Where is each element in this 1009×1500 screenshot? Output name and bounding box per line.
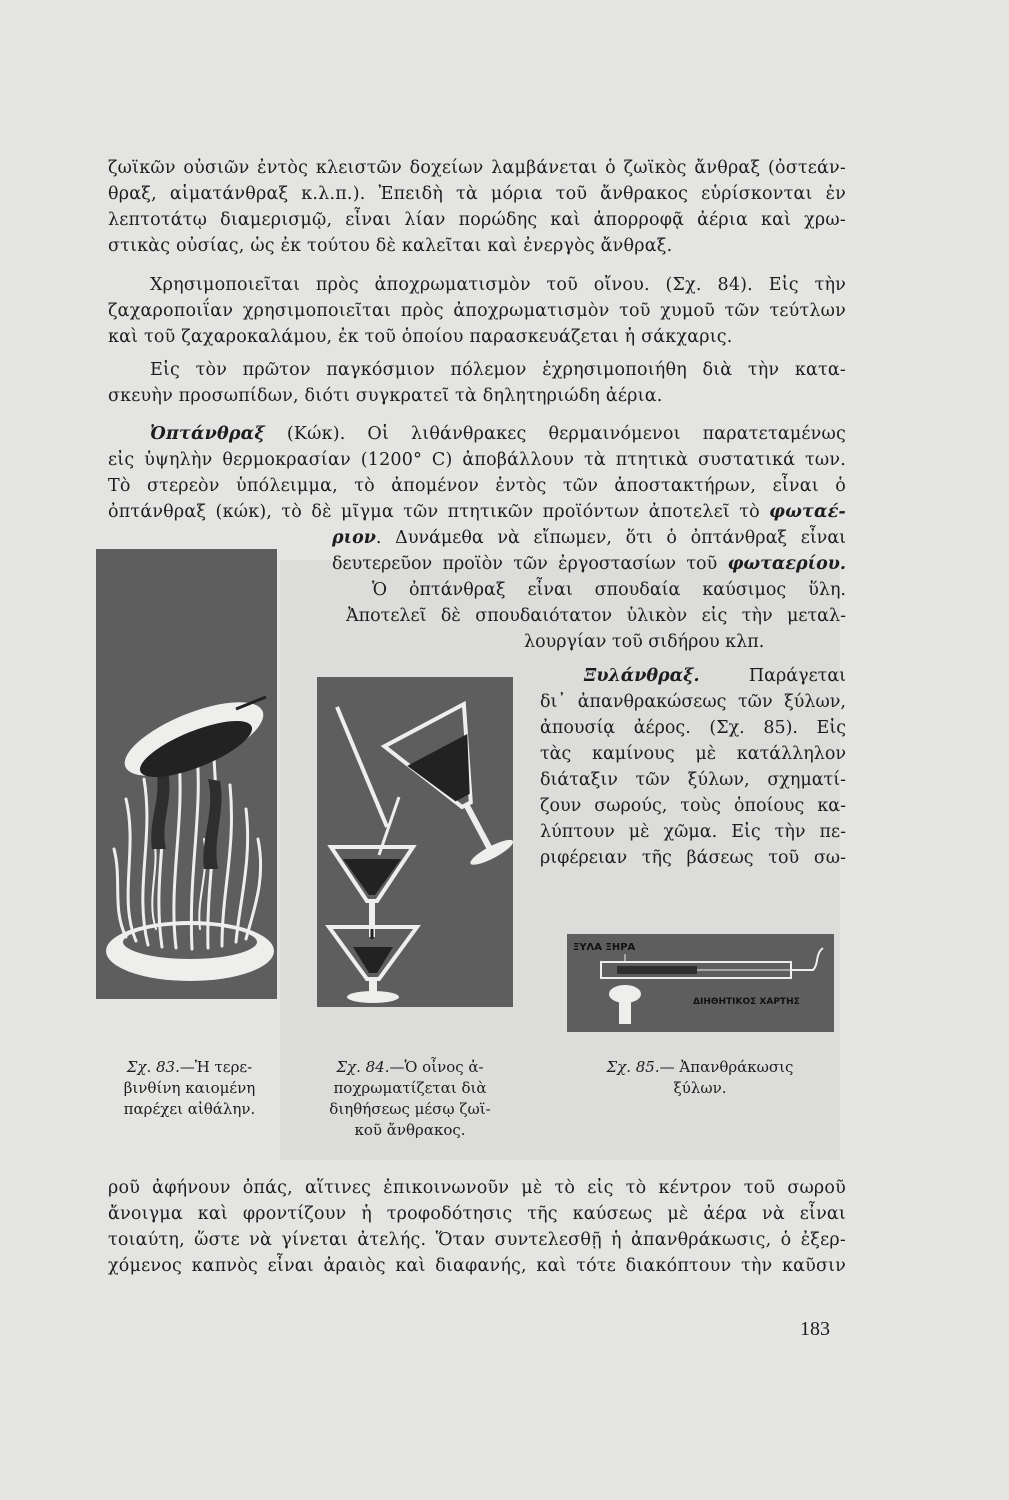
caption-line: διηθήσεως μέσῳ ζωϊ- <box>329 1100 491 1118</box>
text-line: ζουν σωρούς, τοὺς ὁποίους κα- <box>540 796 846 816</box>
caption-fragment: —Ὁ οἶνος ἀ- <box>389 1058 484 1076</box>
figure-label: Σχ. 84. <box>336 1058 390 1076</box>
caption-line: ξύλων. <box>673 1079 727 1097</box>
caption-line: παρέχει αἰθάλην. <box>123 1100 256 1118</box>
heading-line-optanthrax <box>150 421 846 447</box>
caption-fragment: — Ἀπανθράκωσις <box>659 1058 794 1076</box>
text-line: ριφέρειαν τῆς βάσεως τοῦ σω- <box>540 848 846 868</box>
text-line: Ἀποτελεῖ δὲ σπουδαιότατον ὑλικὸν εἰς τὴν μεταλ- <box>346 606 846 626</box>
text-fragment: (Κώκ). Οἱ λιθάνθρακες θερμαινόμενοι παρατεταμένως <box>264 424 846 444</box>
text-line: λεπτοτάτῳ διαμερισμῷ, εἶναι λίαν πορώδης καὶ ἀπορροφᾷ ἀέρια καὶ χρω- <box>108 210 846 230</box>
text-line: δι᾽ ἀπανθρακώσεως τῶν ξύλων, <box>540 692 846 712</box>
caption-line: βινθίνη καιομένη <box>123 1079 256 1097</box>
text-line: Τὸ στερεὸν ὑπόλειμμα, τὸ ἀπομένον ἐντὸς τῶν ἀποστακτήρων, εἶναι ὁ <box>108 476 846 496</box>
heading-line-xylanthrax <box>584 663 846 689</box>
text-line: Ὁ ὀπτάνθραξ εἶναι σπουδαία καύσιμος ὕλη. <box>372 580 846 600</box>
text-line: ζωϊκῶν οὐσιῶν ἐντὸς κλειστῶν δοχείων λαμβάνεται ὁ ζωϊκὸς ἄνθραξ (ὀστεάν- <box>108 158 846 178</box>
text-line: διάταξιν τῶν ξύλων, σχηματί- <box>540 770 846 790</box>
text-fragment: Παράγεται <box>699 666 846 686</box>
caption-line: κοῦ ἄνθρακος. <box>354 1121 466 1139</box>
text-line: ροῦ ἀφήνουν ὀπάς, αἵτινες ἐπικοινωνοῦν μὲ τὸ εἰς τὸ κέντρον τοῦ σωροῦ <box>108 1178 846 1198</box>
figure-84-wine-filter <box>317 677 513 1007</box>
text-line <box>332 525 846 551</box>
text-fragment: δευτερεῦον προϊὸν τῶν ἐργοστασίων τοῦ <box>332 554 728 574</box>
caption-line <box>102 1057 277 1078</box>
caption-line: ποχρωματίζεται διὰ <box>333 1079 487 1097</box>
text-line: Εἰς τὸν πρῶτον παγκόσμιον πόλεμον ἐχρησιμοποιήθη διὰ τὴν κατα- <box>150 360 846 380</box>
text-line: λύπτουν μὲ χῶμα. Εἰς τὴν πε- <box>540 822 846 842</box>
text-line: ἄνοιγμα καὶ φροντίζουν ἡ τροφοδότησις τῆς καύσεως μὲ ἀέρα νὰ εἶναι <box>108 1204 846 1224</box>
text-line: Χρησιμοποιεῖται πρὸς ἀποχρωματισμὸν τοῦ οἴνου. (Σχ. 84). Εἰς τὴν <box>150 275 846 295</box>
caption-fragment: —Ἡ τερε- <box>179 1058 253 1076</box>
text-line <box>332 551 846 577</box>
term-fragment: ριον <box>332 528 376 548</box>
caption-figure-83 <box>102 1057 277 1120</box>
label-filter-paper: ΔΙΗΘΗΤΙΚΟΣ ΧΑΡΤΗΣ <box>693 997 800 1007</box>
text-line: σκευὴν προσωπίδων, διότι συγκρατεῖ τὰ δηλητηριώδη ἀέρια. <box>108 386 663 406</box>
text-line: εἰς ὑψηλὴν θερμοκρασίαν (1200° C) ἀποβάλλουν τὰ πτητικὰ συστατικά των. <box>108 450 846 470</box>
text-line: καὶ τοῦ ζαχαροκαλάμου, ἐκ τοῦ ὁποίου παρασκευάζεται ἡ σάκχαρις. <box>108 327 733 347</box>
term-fotaeriou: φωταερίου. <box>727 554 846 574</box>
text-line <box>108 499 846 525</box>
term-fotaerion: φωταέ- <box>769 502 846 522</box>
caption-line <box>580 1057 820 1078</box>
text-line: στικὰς οὐσίας, ὡς ἐκ τούτου δὲ καλεῖται καὶ ἐνεργὸς ἄνθραξ. <box>108 236 673 256</box>
text-line: τὰς καμίνους μὲ κατάλληλον <box>540 744 846 764</box>
text-line: χόμενος καπνὸς εἶναι ἀραιὸς καὶ διαφανής, καὶ τότε διακόπτουν τὴν καῦσιν <box>108 1256 846 1276</box>
figure-label: Σχ. 85. <box>606 1058 660 1076</box>
page-number: 183 <box>800 1318 830 1340</box>
term-xylanthrax: Ξυλάνθραξ. <box>584 666 700 686</box>
text-fragment: . Δυνάμεθα νὰ εἴπωμεν, ὅτι ὁ ὀπτάνθραξ εἶναι <box>375 528 846 548</box>
text-line: θραξ, αἱματάνθραξ κ.λ.π.). Ἐπειδὴ τὰ μόρια τοῦ ἄνθρακος εὑρίσκονται ἐν <box>108 184 846 204</box>
figure-label: Σχ. 83. <box>126 1058 180 1076</box>
text-line: τοιαύτη, ὥστε νὰ γίνεται ἀτελής. Ὅταν συντελεσθῇ ἡ ἀπανθράκωσις, ὁ ἐξερ- <box>108 1230 846 1250</box>
caption-line <box>320 1057 500 1078</box>
figure-83-turpentine <box>96 549 277 999</box>
text-fragment: ὀπτάνθραξ (κώκ), τὸ δὲ μῖγμα τῶν πτητικῶν προϊόντων ἀποτελεῖ τὸ <box>108 502 770 522</box>
caption-figure-84 <box>320 1057 500 1141</box>
figure-85-wood-carbonisation <box>567 934 834 1032</box>
label-dry-wood: ΞΥΛΑ ΞΗΡΑ <box>573 942 636 953</box>
term-optanthrax: Ὀπτάνθραξ <box>150 424 265 444</box>
caption-figure-85 <box>580 1057 820 1099</box>
text-line: ἀπουσίᾳ ἀέρος. (Σχ. 85). Εἰς <box>540 718 846 738</box>
text-line: λουργίαν τοῦ σιδήρου κλπ. <box>524 632 765 652</box>
text-line: ζαχαροποιΐαν χρησιμοποιεῖται πρὸς ἀποχρωματισμὸν τοῦ χυμοῦ τῶν τεύτλων <box>108 301 846 321</box>
